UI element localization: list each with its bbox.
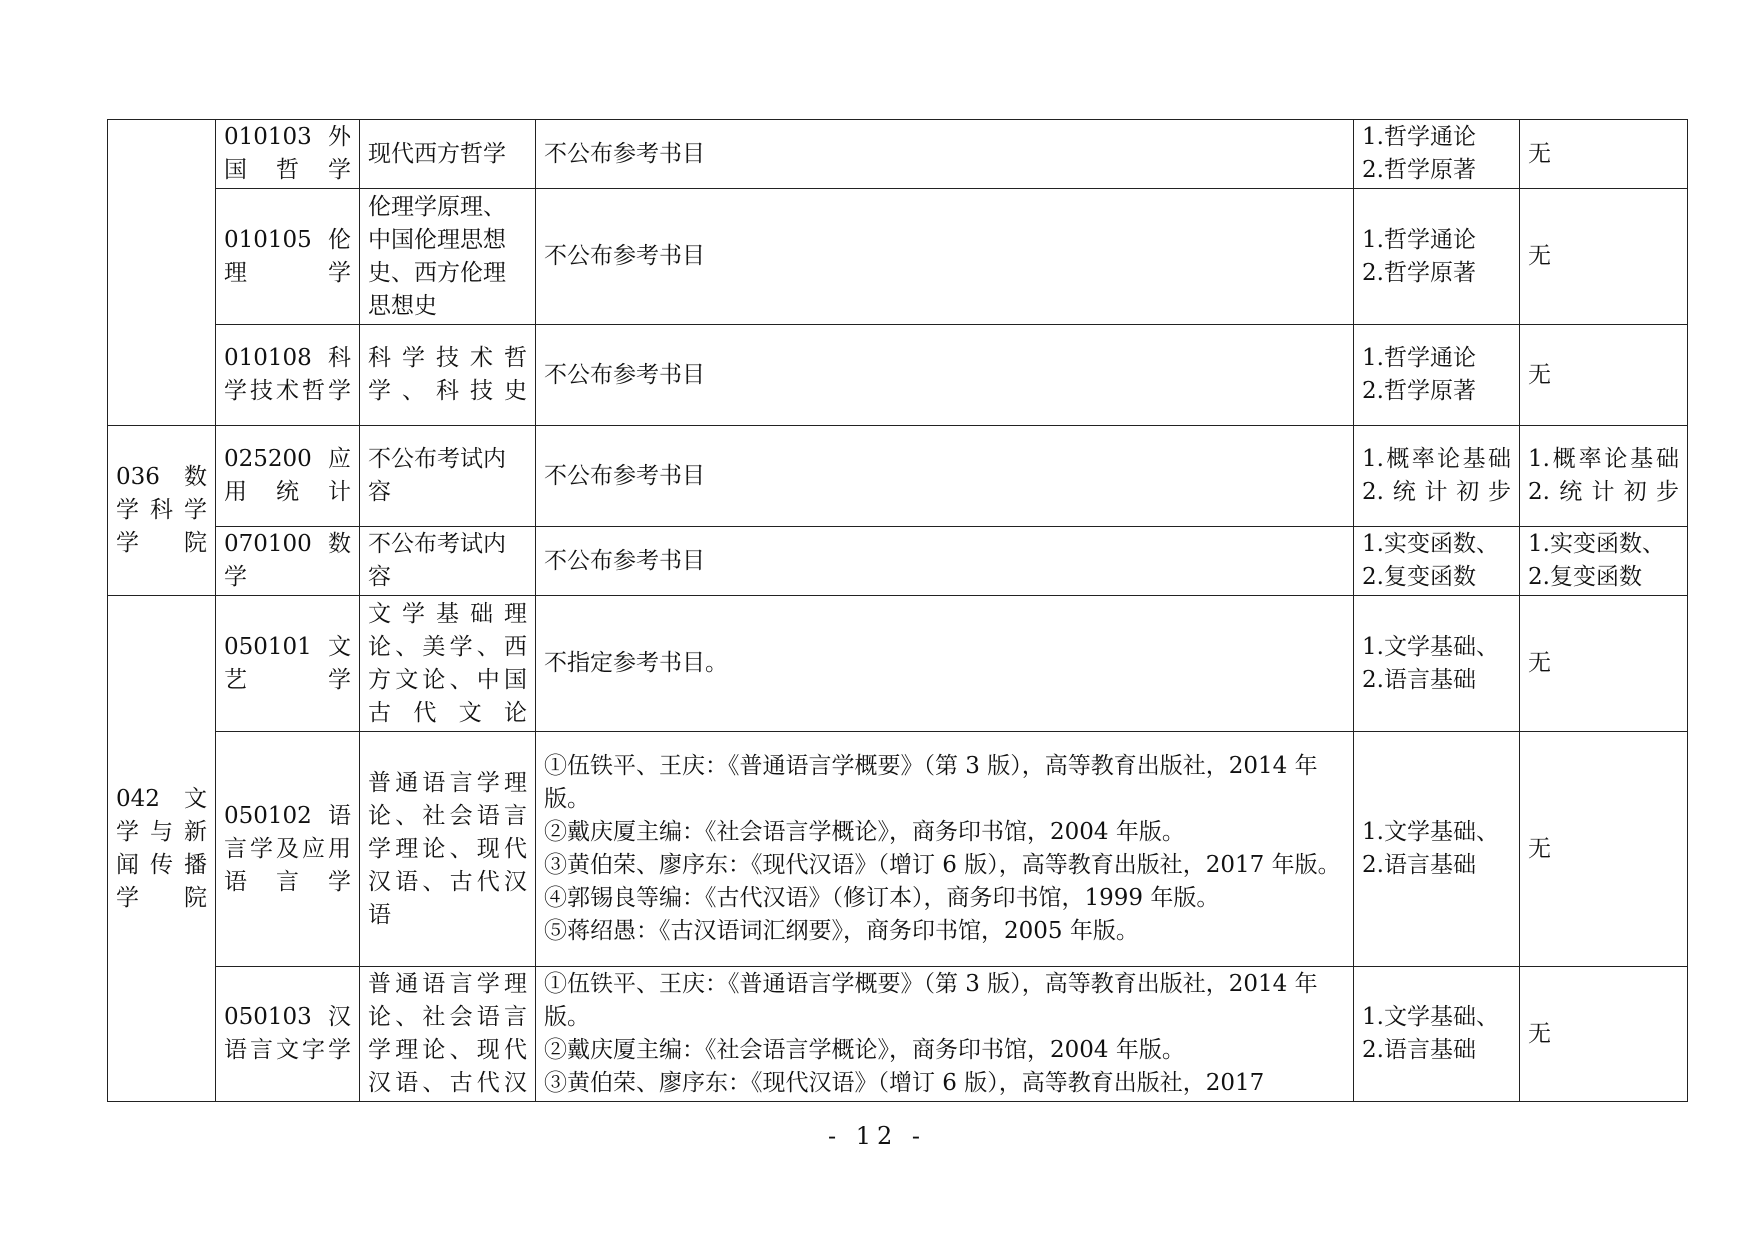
book-line: ③黄伯荣、廖序东：《现代汉语》（增订 6 版），高等教育出版社，2017 年版。 xyxy=(544,852,1341,878)
books-cell xyxy=(536,527,1354,596)
table-row xyxy=(108,596,1688,732)
page-number: - 12 - xyxy=(827,1122,926,1150)
initial-exam-line: 2.复变函数 xyxy=(1362,564,1476,590)
table-row xyxy=(108,189,1688,325)
table-row xyxy=(108,732,1688,967)
retest-exam-line: 无 xyxy=(1528,361,1551,388)
book-line: ③黄伯荣、廖序东：《现代汉语》（增订 6 版），高等教育出版社，2017 xyxy=(544,1070,1265,1096)
initial-exam-line: 2.语言基础 xyxy=(1362,666,1476,693)
initial-exam-line: 2.统计初步 xyxy=(1362,479,1511,505)
initial-exam-line: 2.哲学原著 xyxy=(1362,259,1476,286)
retest-exam-cell xyxy=(1520,325,1688,426)
direction-cell: 伦理学原理、中国伦理思想史、西方伦理思想史 xyxy=(360,189,536,325)
book-line: 不公布参考书目 xyxy=(544,462,705,489)
catalog-table xyxy=(107,119,1688,1102)
initial-exam-line: 1.哲学通论 xyxy=(1362,226,1476,253)
initial-exam-cell xyxy=(1354,732,1520,967)
retest-exam-cell xyxy=(1520,426,1688,527)
initial-exam-line: 2.语言基础 xyxy=(1362,852,1476,878)
retest-exam-cell xyxy=(1520,527,1688,596)
table-row xyxy=(108,325,1688,426)
major-cell: 025200 应用统计 xyxy=(216,426,360,527)
books-cell xyxy=(536,967,1354,1102)
initial-exam-cell xyxy=(1354,596,1520,732)
major-cell: 050102 语言学及应用语言学 xyxy=(216,732,360,967)
initial-exam-cell xyxy=(1354,120,1520,189)
initial-exam-line: 1.文学基础、 xyxy=(1362,819,1499,845)
book-line: 不公布参考书目 xyxy=(544,361,705,388)
retest-exam-cell xyxy=(1520,732,1688,967)
direction-cell: 科学技术哲学、科技史 xyxy=(360,325,536,426)
book-line: 不指定参考书目。 xyxy=(544,650,728,676)
books-cell xyxy=(536,426,1354,527)
books-cell xyxy=(536,732,1354,967)
initial-exam-line: 2.哲学原著 xyxy=(1362,378,1476,404)
retest-exam-line: 2.复变函数 xyxy=(1528,564,1642,590)
direction-cell: 普通语言学理论、社会语言学理论、现代汉语、古代汉 xyxy=(360,967,536,1102)
retest-exam-line: 2.统计初步 xyxy=(1528,479,1679,505)
direction-cell: 文学基础理论、美学、西方文论、中国古代文论 xyxy=(360,596,536,732)
major-cell: 050103 汉语言文字学 xyxy=(216,967,360,1102)
initial-exam-line: 2.哲学原著 xyxy=(1362,157,1476,183)
retest-exam-line: 无 xyxy=(1528,243,1551,269)
initial-exam-line: 1.哲学通论 xyxy=(1362,345,1476,371)
major-cell: 050101 文艺学 xyxy=(216,596,360,732)
table-row xyxy=(108,120,1688,189)
retest-exam-cell xyxy=(1520,967,1688,1102)
major-cell: 010105 伦理学 xyxy=(216,189,360,325)
direction-cell: 不公布考试内容 xyxy=(360,527,536,596)
initial-exam-line: 2.语言基础 xyxy=(1362,1037,1476,1063)
book-line: 不公布参考书目 xyxy=(544,547,705,574)
table-row xyxy=(108,527,1688,596)
book-line: 不公布参考书目 xyxy=(544,140,705,167)
initial-exam-cell xyxy=(1354,325,1520,426)
retest-exam-cell xyxy=(1520,120,1688,189)
direction-cell: 不公布考试内容 xyxy=(360,426,536,527)
direction-cell: 现代西方哲学 xyxy=(360,120,536,189)
book-line: ②戴庆厦主编：《社会语言学概论》，商务印书馆，2004 年版。 xyxy=(544,819,1185,845)
college-cell: 036 数学科学学院 xyxy=(108,426,216,596)
initial-exam-cell xyxy=(1354,527,1520,596)
retest-exam-line: 无 xyxy=(1528,650,1551,676)
major-cell: 070100 数学 xyxy=(216,527,360,596)
initial-exam-cell xyxy=(1354,967,1520,1102)
table-row xyxy=(108,426,1688,527)
books-cell xyxy=(536,189,1354,325)
retest-exam-line: 1.实变函数、 xyxy=(1528,531,1665,557)
retest-exam-line: 1.概率论基础 xyxy=(1528,446,1679,472)
book-line: ⑤蒋绍愚：《古汉语词汇纲要》，商务印书馆，2005 年版。 xyxy=(544,918,1139,944)
books-cell xyxy=(536,596,1354,732)
books-cell xyxy=(536,325,1354,426)
book-line: 不公布参考书目 xyxy=(544,243,705,269)
initial-exam-cell xyxy=(1354,426,1520,527)
initial-exam-line: 1.文学基础、 xyxy=(1362,1004,1499,1030)
initial-exam-line: 1.哲学通论 xyxy=(1362,124,1476,150)
retest-exam-line: 无 xyxy=(1528,140,1551,167)
books-cell xyxy=(536,120,1354,189)
retest-exam-cell xyxy=(1520,596,1688,732)
retest-exam-line: 无 xyxy=(1528,835,1551,862)
table-row xyxy=(108,967,1688,1102)
initial-exam-cell xyxy=(1354,189,1520,325)
major-cell: 010108 科学技术哲学 xyxy=(216,325,360,426)
initial-exam-line: 1.实变函数、 xyxy=(1362,531,1499,557)
direction-cell: 普通语言学理论、社会语言学理论、现代汉语、古代汉语 xyxy=(360,732,536,967)
retest-exam-line: 无 xyxy=(1528,1020,1551,1047)
college-cell xyxy=(108,120,216,426)
initial-exam-line: 1.文学基础、 xyxy=(1362,633,1499,660)
book-line: ①伍铁平、王庆：《普通语言学概要》（第 3 版），高等教育出版社，2014 年版。 xyxy=(544,753,1318,812)
initial-exam-line: 1.概率论基础 xyxy=(1362,446,1511,472)
college-cell: 042 文学与新闻传播学院 xyxy=(108,596,216,1102)
book-line: ②戴庆厦主编：《社会语言学概论》，商务印书馆，2004 年版。 xyxy=(544,1037,1185,1063)
major-cell: 010103 外国哲学 xyxy=(216,120,360,189)
retest-exam-cell xyxy=(1520,189,1688,325)
book-line: ①伍铁平、王庆：《普通语言学概要》（第 3 版），高等教育出版社，2014 年版。 xyxy=(544,971,1318,1030)
book-line: ④郭锡良等编：《古代汉语》（修订本），商务印书馆，1999 年版。 xyxy=(544,885,1220,911)
